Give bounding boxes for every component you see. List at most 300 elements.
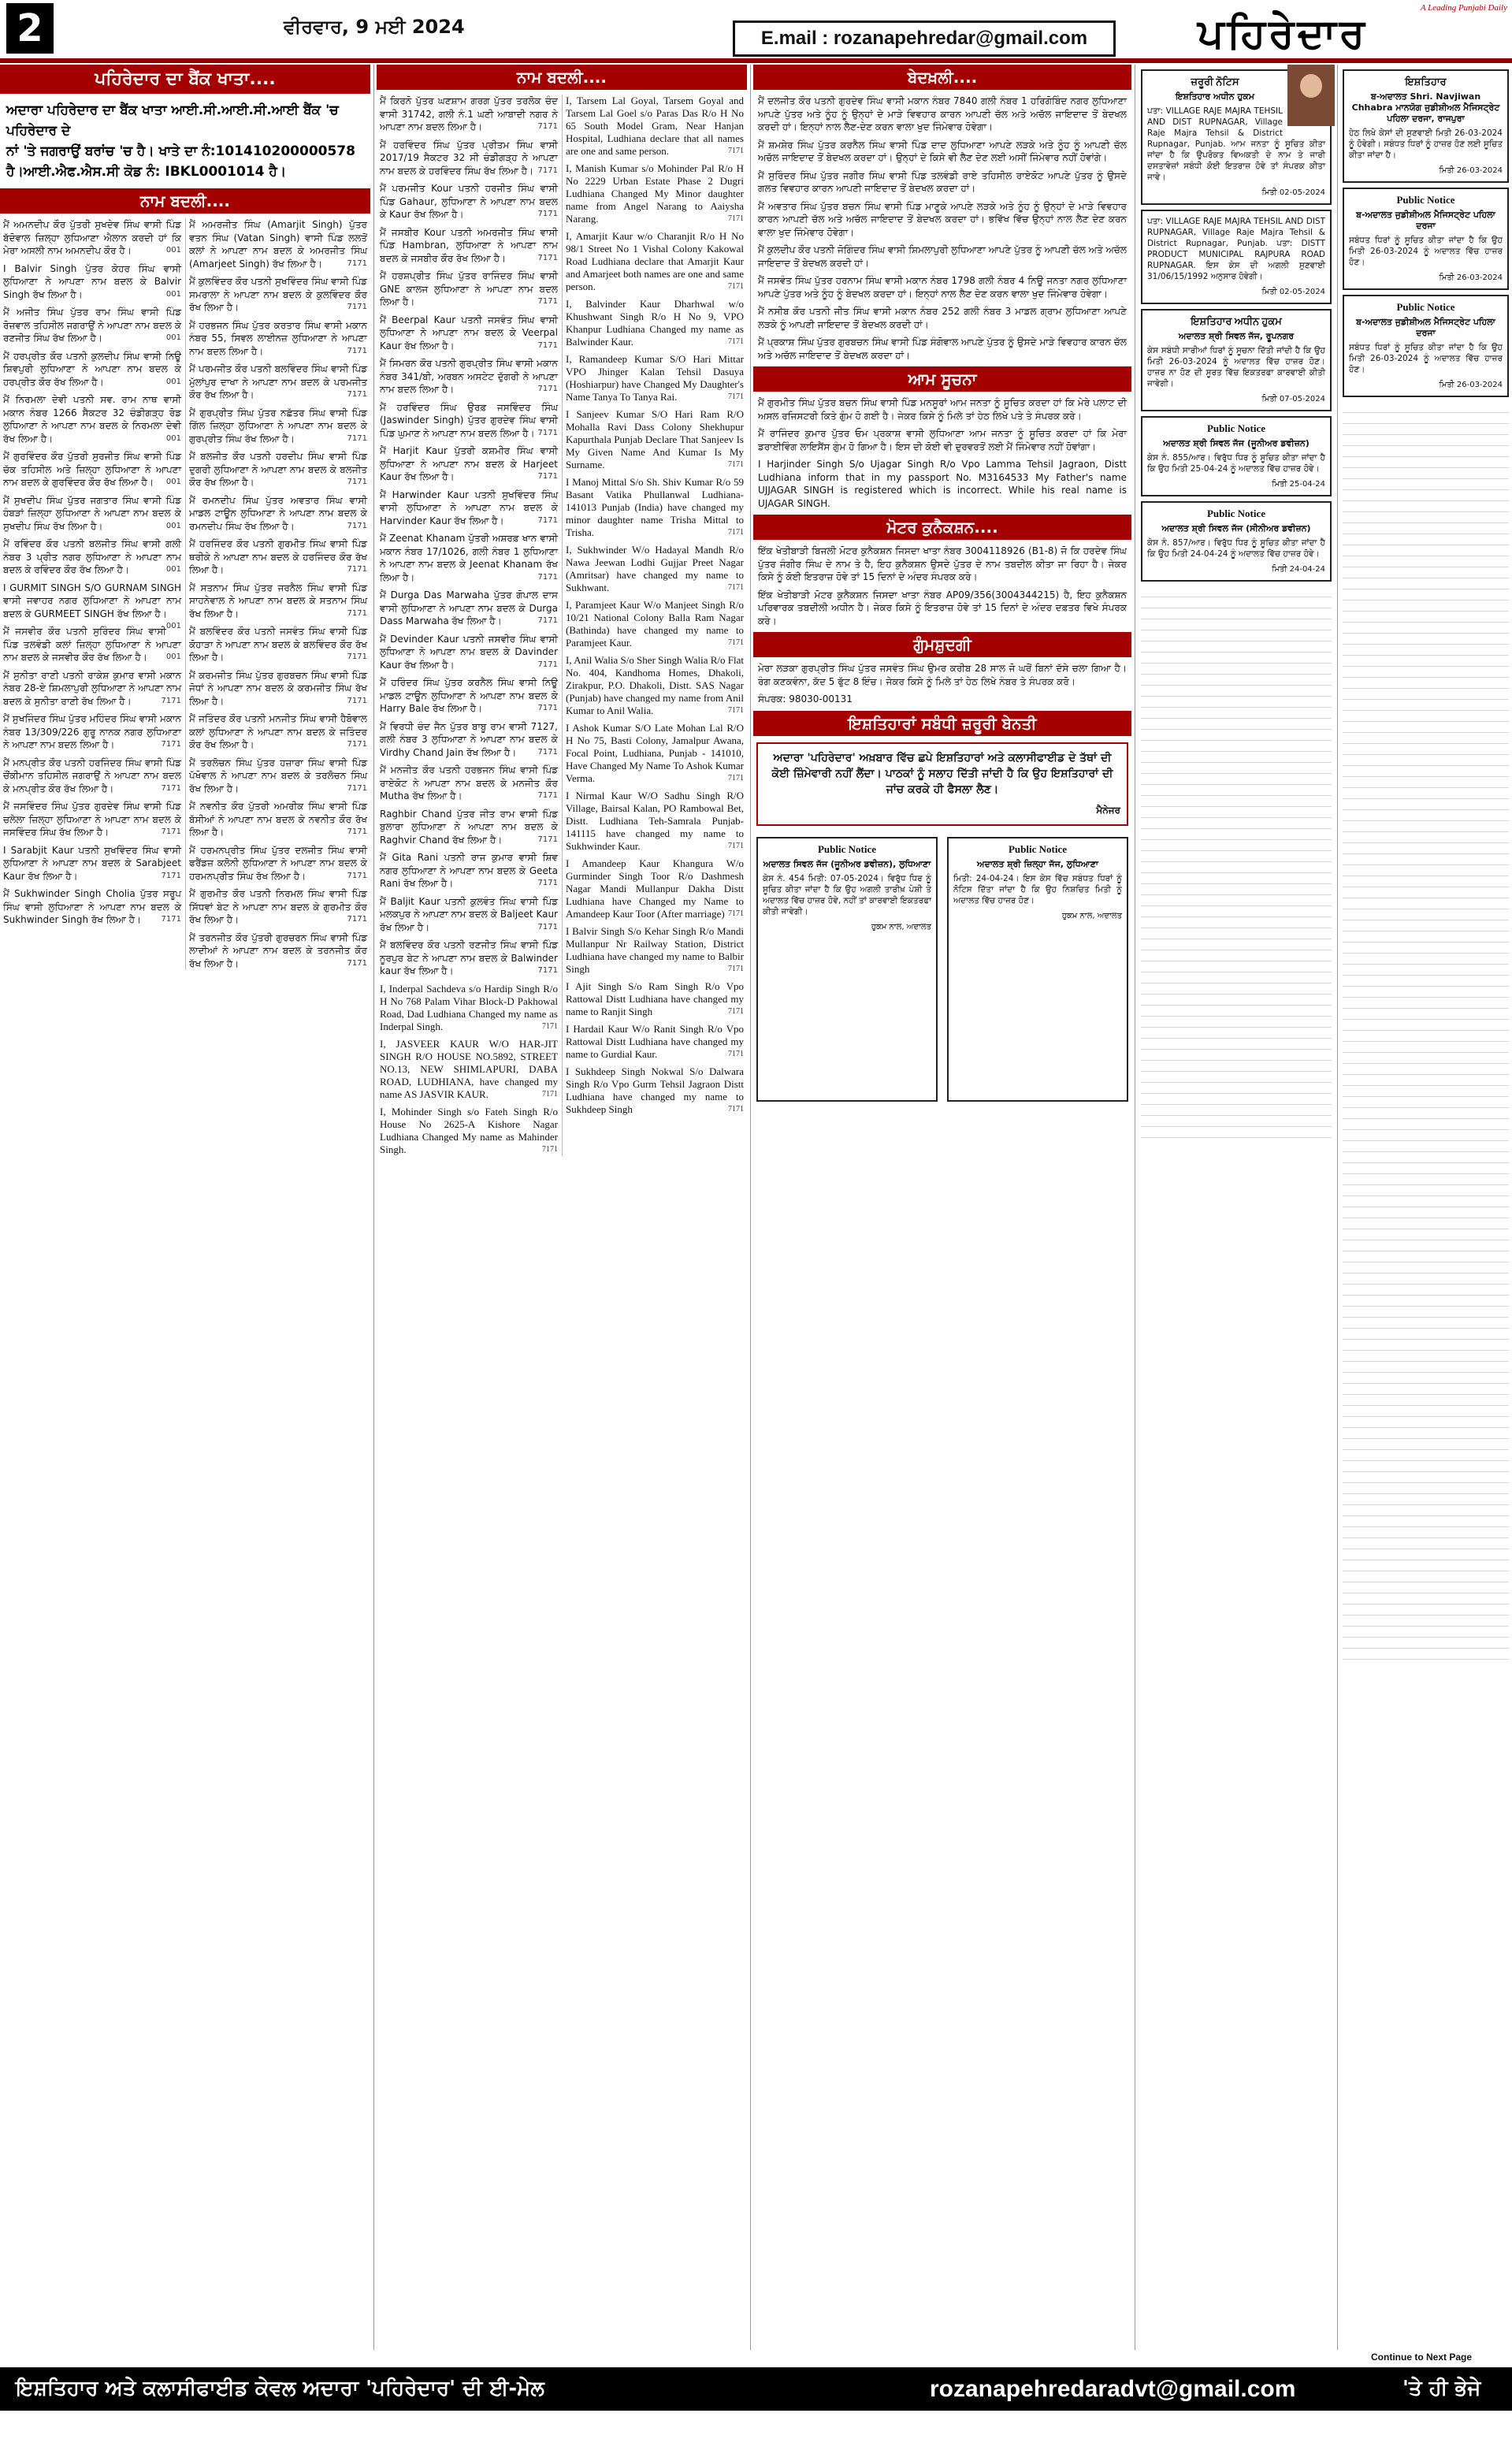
box-body: ਕੇਸ ਨੰ. 857/ਆਰ। ਵਿਰੁੱਧ ਧਿਰ ਨੂੰ ਸੂਚਿਤ ਕੀਤਾ ਜਾਂਦਾ ਹੈ ਕਿ ਉਹ ਮਿਤੀ 24-04-24 ਨੂੰ ਅਦਾਲਤ ਵਿੱਚ ਹਾਜ਼ਰ ਹੋਵੇ। xyxy=(1147,538,1325,559)
notice-text: I Hardail Kaur W/o Ranit Singh R/o Vpo Rattowal Distt Ludhiana have changed my name to Gurdial Kaur. xyxy=(566,1023,744,1060)
ad-notice-signer: ਮੈਨੇਜਰ xyxy=(1096,804,1120,816)
box-subtitle: ਅਦਾਲਤ ਸ਼੍ਰੀ ਸਿਵਲ ਜੱਜ (ਜੂਨੀਅਰ ਡਵੀਜ਼ਨ) xyxy=(1163,438,1310,448)
box-body: ਸਬੰਧਤ ਧਿਰਾਂ ਨੂੰ ਸੂਚਿਤ ਕੀਤਾ ਜਾਂਦਾ ਹੈ ਕਿ ਉਹ ਮਿਤੀ 26-03-2024 ਨੂੰ ਅਦਾਲਤ ਵਿੱਚ ਹਾਜ਼ਰ ਹੋਣ। xyxy=(1349,236,1503,267)
notice-code: 7171 xyxy=(537,385,558,393)
notice-item xyxy=(189,218,367,270)
bank-details xyxy=(0,99,370,188)
box-footer: ਮਿਤੀ 26-03-2024 xyxy=(1439,166,1503,175)
box-footer: ਮਿਤੀ 26-03-2024 xyxy=(1439,273,1503,282)
notice-code: 7171 xyxy=(161,740,181,749)
notice-code: 7171 xyxy=(161,827,181,836)
notice-code: 7171 xyxy=(542,1021,558,1031)
notice-code: 7171 xyxy=(537,122,558,131)
notice-item xyxy=(3,887,181,927)
notice-item xyxy=(566,654,744,717)
notice-item xyxy=(380,939,558,978)
notice-item xyxy=(566,408,744,471)
court-ad-list xyxy=(1339,69,1512,397)
box-subtitle: ਇਸ਼ਤਿਹਾਰ ਅਧੀਨ ਹੁਕਮ xyxy=(1176,91,1254,102)
notice-code: 7171 xyxy=(728,583,744,592)
notice-code: 7171 xyxy=(347,783,367,793)
notice-item xyxy=(380,139,558,178)
notice-paragraph: ਮੈਂ ਜਸਵੰਤ ਸਿੰਘ ਪੁੱਤਰ ਹਰਨਾਮ ਸਿੰਘ ਵਾਸੀ ਮਕਾਨ ਨੰਬਰ 1798 ਗਲੀ ਨੰਬਰ 4 ਨਿਊ ਜਨਤਾ ਨਗਰ ਲੁਧਿਆਣਾ ਆਪਣੇ ਪੁੱਤਰ ਅਤੇ ਨੂੰਹ ਨੂੰ ਬੇਦਖਲ ਕਰਦਾ ਹਾਂ। ਇਨ੍ਹਾਂ ਨਾਲ ਲੈਣ ਦੇਣ ਕਰਨ ਵਾਲਾ ਖੁਦ ਜਿੰਮੇਵਾਰ ਹੋਵੇਗਾ। xyxy=(758,275,1127,299)
notice-text: I Ashok Kumar S/O Late Mohan Lal R/O H No 75, Basti Colony, Jamalpur Awana, Focal Point, Ludhiana, Punjab - 141010, Have Changed My Name To Ashok Kumar Verma. xyxy=(566,722,744,784)
notice-text: ਮੈਂ Sukhwinder Singh Cholia ਪੁੱਤਰ ਸਰੂਪ ਸਿੰਘ ਵਾਸੀ ਲੁਧਿਆਣਾ ਨੇ ਆਪਣਾ ਨਾਮ ਬਦਲ ਕੇ Sukhwinder Singh ਰੱਖ ਲਿਆ ਹੈ। xyxy=(3,888,181,925)
notice-item xyxy=(566,298,744,348)
notice-code: 7171 xyxy=(347,608,367,618)
box-footer: ਹੁਕਮ ਨਾਲ, ਅਦਾਲਤ xyxy=(1061,911,1122,920)
court-notice-list xyxy=(1138,69,1335,582)
notice-text: ਮੈਂ ਅਮਨਦੀਪ ਕੌਰ ਪੁੱਤਰੀ ਸੁਖਦੇਵ ਸਿੰਘ ਵਾਸੀ ਪਿੰਡ ਬੱਦੋਵਾਲ ਜ਼ਿਲ੍ਹਾ ਲੁਧਿਆਣਾ ਐਲਾਨ ਕਰਦੀ ਹਾਂ ਕਿ ਮੇਰਾ ਅਸਲੀ ਨਾਮ ਅਮਨਦੀਪ ਕੌਰ ਹੈ। xyxy=(3,219,181,256)
box-body: ਹੇਠ ਲਿਖੇ ਕੇਸਾਂ ਦੀ ਸੁਣਵਾਈ ਮਿਤੀ 26-03-2024 ਨੂੰ ਹੋਵੇਗੀ। ਸਬੰਧਤ ਧਿਰਾਂ ਨੂੰ ਹਾਜ਼ਰ ਹੋਣ ਲਈ ਸੂਚਿਤ ਕੀਤਾ ਜਾਂਦਾ ਹੈ। xyxy=(1349,128,1503,160)
notice-code: 7171 xyxy=(537,791,558,800)
box-title: Public Notice xyxy=(1396,194,1455,206)
notice-item xyxy=(189,844,367,883)
footer-tail: 'ਤੇ ਹੀ ਭੇਜੇ ਜਾਣ। xyxy=(1402,2377,1481,2444)
notice-text: ਮੈਂ ਬਲਵਿੰਦਰ ਕੌਰ ਪਤਨੀ ਜਸਵੰਤ ਸਿੰਘ ਵਾਸੀ ਪਿੰਡ ਕੋਹਾੜਾ ਨੇ ਆਪਣਾ ਨਾਮ ਬਦਲ ਕੇ ਬਲਵਿੰਦਰ ਕੌਰ ਰੱਖ ਲਿਆ ਹੈ। xyxy=(189,626,367,663)
notice-text: ਮੈਂ Beerpal Kaur ਪਤਨੀ ਜਸਵੰਤ ਸਿੰਘ ਵਾਸੀ ਲੁਧਿਆਣਾ ਨੇ ਆਪਣਾ ਨਾਮ ਬਦਲ ਕੇ Veerpal Kaur ਰੱਖ ਲਿਆ ਹੈ। xyxy=(380,314,558,351)
notice-item xyxy=(3,669,181,708)
notice-paragraph: ਇੱਕ ਖੇਤੀਬਾੜੀ ਮੋਟਰ ਕੁਨੈਕਸ਼ਨ ਜਿਸਦਾ ਖਾਤਾ ਨੰਬਰ AP09/356(3004344215) ਹੈ, ਇਹ ਕੁਨੈਕਸ਼ਨ ਪਰਿਵਾਰਕ ਤਬਦੀਲੀ ਅਧੀਨ ਹੈ। ਜੇਕਰ ਕਿਸੇ ਨੂੰ ਇਤਰਾਜ਼ ਹੋਵੇ ਤਾਂ 15 ਦਿਨਾਂ ਦੇ ਅੰਦਰ ਦਫ਼ਤਰ ਵਿਖੇ ਸੰਪਰਕ ਕਰੇ। xyxy=(758,589,1127,627)
notice-code: 7171 xyxy=(728,214,744,223)
notice-code: 001 xyxy=(165,565,181,574)
bank-line: ਹੈ।ਆਈ.ਐਫ.ਐਸ.ਸੀ ਕੋਡ ਨੰ: IBKL0001014 ਹੈ। xyxy=(6,164,287,180)
notice-item xyxy=(3,712,181,752)
box-title: Public Notice xyxy=(1206,422,1265,434)
notice-item xyxy=(3,494,181,534)
notice-code: 001 xyxy=(165,478,181,486)
notice-code: 001 xyxy=(165,622,181,630)
box-footer: ਹੁਕਮ ਨਾਲ, ਅਦਾਲਤ xyxy=(871,922,931,931)
notice-item xyxy=(3,262,181,302)
name-change-title-2: ਨਾਮ ਬਦਲੀ.... xyxy=(377,65,747,90)
box-title: Public Notice xyxy=(1008,842,1067,855)
notice-item xyxy=(566,476,744,539)
notice-text: ਮੈਂ ਤਰਨਜੀਤ ਕੌਰ ਪੁੱਤਰੀ ਗੁਰਚਰਨ ਸਿੰਘ ਵਾਸੀ ਪਿੰਡ ਲਾਦੀਆਂ ਨੇ ਆਪਣਾ ਨਾਮ ਬਦਲ ਕੇ ਤਰਨਜੀਤ ਕੌਰ ਰੱਖ ਲਿਆ ਹੈ। xyxy=(189,931,367,969)
court-notice-box xyxy=(1141,501,1332,582)
box-body: ਸਬੰਧਤ ਧਿਰਾਂ ਨੂੰ ਸੂਚਿਤ ਕੀਤਾ ਜਾਂਦਾ ਹੈ ਕਿ ਉਹ ਮਿਤੀ 26-03-2024 ਨੂੰ ਅਦਾਲਤ ਵਿੱਚ ਹਾਜ਼ਰ ਹੋਣ। xyxy=(1349,343,1503,374)
notice-item xyxy=(3,757,181,796)
notice-item xyxy=(189,450,367,489)
notice-item xyxy=(189,800,367,839)
notice-text: I, Anil Walia S/o Sher Singh Walia R/o Flat No. 404, Kandhoma Homes, Dhakoli, Zirakpur, P.O. Dhakoli, Distt. SAS Nagar (Punjab) have changed my name from Anil Kumar to Anil Walia. xyxy=(566,654,745,716)
notice-item xyxy=(189,582,367,621)
court-notice-box xyxy=(1141,309,1332,411)
notice-text: ਮੈਂ ਜਸਵੀਰ ਕੌਰ ਪਤਨੀ ਸੁਰਿੰਦਰ ਸਿੰਘ ਵਾਸੀ ਪਿੰਡ ਤਲਵੰਡੀ ਕਲਾਂ ਜ਼ਿਲ੍ਹਾ ਲੁਧਿਆਣਾ ਨੇ ਆਪਣਾ ਨਾਮ ਬਦਲ ਕੇ ਜਸਵੀਰ ਕੌਰ ਰੱਖ ਲਿਆ ਹੈ। xyxy=(3,626,181,663)
box-body: ਪਤਾ: VILLAGE RAJE MAJRA TEHSIL AND DIST RUPNAGAR, Village Raje Majra Tehsil & District Rupnagar, Punjab. ਆਮ ਜਨਤਾ ਨੂੰ ਸੂਚਿਤ ਕੀਤਾ ਜਾਂਦਾ ਹੈ ਕਿ ਉਪਰੋਕਤ ਵਿਅਕਤੀ ਦੇ ਨਾਮ ਤੇ ਜਾਰੀ ਦਸਤਾਵੇਜ਼ਾਂ ਸਬੰਧੀ ਕੋਈ ਇਤਰਾਜ਼ ਹੋਵੇ ਤਾਂ ਸੰਪਰਕ ਕੀਤਾ ਜਾਵੇ। xyxy=(1147,106,1325,182)
notice-code: 001 xyxy=(165,289,181,299)
notice-code: 7171 xyxy=(161,871,181,880)
notice-paragraph: ਮੈਂ ਗੁਰਮੀਤ ਸਿੰਘ ਪੁੱਤਰ ਬਚਨ ਸਿੰਘ ਵਾਸੀ ਪਿੰਡ ਮਨਸੂਰਾਂ ਆਮ ਜਨਤਾ ਨੂੰ ਸੂਚਿਤ ਕਰਦਾ ਹਾਂ ਕਿ ਮੇਰੇ ਪਲਾਟ ਦੀ ਅਸਲ ਰਜਿਸਟਰੀ ਕਿਤੇ ਗੁੰਮ ਹੋ ਗਈ ਹੈ। ਜੇਕਰ ਕਿਸੇ ਨੂੰ ਮਿਲੇ ਤਾਂ ਹੇਠ ਲਿਖੇ ਪਤੇ ਤੇ ਸੰਪਰਕ ਕਰੇ। xyxy=(758,397,1127,422)
notice-text: ਮੈਂ ਸੁਖਜਿੰਦਰ ਸਿੰਘ ਪੁੱਤਰ ਮਹਿੰਦਰ ਸਿੰਘ ਵਾਸੀ ਮਕਾਨ ਨੰਬਰ 13/309/226 ਗੁਰੂ ਨਾਨਕ ਨਗਰ ਲੁਧਿਆਣਾ ਨੇ ਆਪਣਾ ਨਾਮ ਬਦਲ ਲਿਆ ਹੈ। xyxy=(3,713,181,750)
notice-code: 7171 xyxy=(347,521,367,530)
box-subtitle: ਅਦਾਲਤ ਸਿਵਲ ਜੱਜ (ਜੂਨੀਅਰ ਡਵੀਜ਼ਨ), ਲੁਧਿਆਣਾ xyxy=(763,858,931,869)
notice-item xyxy=(380,401,558,441)
name-change-list-2 xyxy=(377,95,747,1156)
notice-text: I Sanjeev Kumar S/O Hari Ram R/O Mohalla Ravi Dass Colony Shekhupur Kapurthala Punjab Declare That Sanjeev Is My Given Name And Kumar Is My Surname. xyxy=(566,408,744,470)
court-notice-box xyxy=(756,837,938,1102)
notice-text: ਮੈਂ ਅਜੀਤ ਸਿੰਘ ਪੁੱਤਰ ਰਾਮ ਸਿੰਘ ਵਾਸੀ ਪਿੰਡ ਰੋਜ਼ਵਾਲ ਤਹਿਸੀਲ ਜਗਰਾਉਂ ਨੇ ਆਪਣਾ ਨਾਮ ਬਦਲ ਕੇ ਰਣਜੀਤ ਸਿੰਘ ਰੱਖ ਲਿਆ ਹੈ। xyxy=(3,307,181,344)
box-footer: ਮਿਤੀ 24-04-24 xyxy=(1272,565,1325,574)
box-title: ਇਸ਼ਤਿਹਾਰ xyxy=(1405,76,1447,87)
notice-item xyxy=(566,230,744,293)
notice-item xyxy=(380,444,558,484)
notice-text-filler xyxy=(1343,402,1509,1663)
notice-item xyxy=(566,1065,744,1116)
notice-item xyxy=(189,494,367,534)
notice-item xyxy=(3,844,181,883)
footer-text: ਇਸ਼ਤਿਹਾਰ ਅਤੇ ਕਲਾਸੀਫਾਈਡ ਕੇਵਲ ਅਦਾਰਾ 'ਪਹਿਰੇਦਾਰ' ਦੀ ਈ-ਮੇਲ xyxy=(16,2377,544,2400)
notice-paragraph: ਮੈਂ ਰਾਜਿੰਦਰ ਕੁਮਾਰ ਪੁੱਤਰ ਓਮ ਪ੍ਰਕਾਸ਼ ਵਾਸੀ ਲੁਧਿਆਣਾ ਆਮ ਜਨਤਾ ਨੂੰ ਸੂਚਿਤ ਕਰਦਾ ਹਾਂ ਕਿ ਮੇਰਾ ਡਰਾਈਵਿੰਗ ਲਾਇਸੈਂਸ ਗੁੰਮ ਹੋ ਗਿਆ ਹੈ। ਇਸ ਦੀ ਕੋਈ ਵੀ ਦੁਰਵਰਤੋਂ ਲਈ ਮੈਂ ਜਿੰਮੇਵਾਰ ਨਹੀਂ ਹੋਵਾਂਗਾ। xyxy=(758,428,1127,452)
box-body: ਕੇਸ ਨੰ. 855/ਆਰ। ਵਿਰੁੱਧ ਧਿਰ ਨੂੰ ਸੂਚਿਤ ਕੀਤਾ ਜਾਂਦਾ ਹੈ ਕਿ ਉਹ ਮਿਤੀ 25-04-24 ਨੂੰ ਅਦਾਲਤ ਵਿੱਚ ਹਾਜ਼ਰ ਹੋਵੇ। xyxy=(1147,453,1325,474)
motor-title: ਮੋਟਰ ਕੁਨੈਕਸ਼ਨ.... xyxy=(753,515,1131,540)
notice-code: 001 xyxy=(165,521,181,530)
notice-item xyxy=(380,633,558,672)
header-rule xyxy=(0,58,1512,63)
notice-paragraph: ਮੈਂ ਨਸੀਬ ਕੌਰ ਪਤਨੀ ਜੀਤ ਸਿੰਘ ਵਾਸੀ ਮਕਾਨ ਨੰਬਰ 252 ਗਲੀ ਨੰਬਰ 3 ਮਾਡਲ ਗ੍ਰਾਮ ਲੁਧਿਆਣਾ ਆਪਣੇ ਲੜਕੇ ਨੂੰ ਆਪਣੀ ਜਾਇਦਾਦ ਤੋਂ ਬੇਦਖਲ ਕਰਦੀ ਹਾਂ। xyxy=(758,306,1127,330)
newspaper-logo: ਪਹਿਰੇਦਾਰ xyxy=(1198,9,1368,58)
notice-code: 7171 xyxy=(347,303,367,311)
notice-text: I, Balvinder Kaur Dharhwal w/o Khushwant Singh R/o H No 9, VPO Khanpur Ludhiana Changed my name as Balwinder Kaur. xyxy=(566,298,744,348)
notice-text: ਮੈਂ ਹਰਜਿੰਦਰ ਕੌਰ ਪਤਨੀ ਗੁਰਮੀਤ ਸਿੰਘ ਵਾਸੀ ਪਿੰਡ ਥਰੀਕੇ ਨੇ ਆਪਣਾ ਨਾਮ ਬਦਲ ਕੇ ਹਰਜਿੰਦਰ ਕੌਰ ਰੱਖ ਲਿਆ ਹੈ। xyxy=(189,538,367,575)
disownment-title: ਬੇਦਖ਼ਲੀ.... xyxy=(753,65,1131,90)
notice-text: I, Ramandeep Kumar S/O Hari Mittar VPO Jhinger Kalan Tehsil Dasuya (Hoshiarpur) have Changed My Daughter's Name Tanya To Tanya Rai. xyxy=(566,353,744,403)
person-photo xyxy=(1287,65,1335,126)
notice-text: I Ajit Singh S/o Ram Singh R/o Vpo Rattowal Distt Ludhiana have changed my name to Ranjit Singh xyxy=(566,980,744,1017)
disownment-list xyxy=(753,95,1131,362)
notice-text: ਮੈਂ ਹਰਮਨਪ੍ਰੀਤ ਸਿੰਘ ਪੁੱਤਰ ਦਲਜੀਤ ਸਿੰਘ ਵਾਸੀ ਫਰੈਂਡਜ਼ ਕਲੋਨੀ ਲੁਧਿਆਣਾ ਨੇ ਆਪਣਾ ਨਾਮ ਬਦਲ ਕੇ ਹਰਮਨਪ੍ਰੀਤ ਸਿੰਘ ਰੱਖ ਲਿਆ ਹੈ। xyxy=(189,844,367,882)
legal-notice-boxes xyxy=(753,832,1131,1106)
notice-item xyxy=(380,895,558,935)
notice-code: 7171 xyxy=(347,653,367,661)
notice-item xyxy=(3,450,181,489)
notice-code: 7171 xyxy=(537,966,558,975)
notice-item xyxy=(189,363,367,402)
notice-text: I Sarabjit Kaur ਪਤਨੀ ਸੁਖਵਿੰਦਰ ਸਿੰਘ ਵਾਸੀ ਲੁਧਿਆਣਾ ਨੇ ਆਪਣਾ ਨਾਮ ਬਦਲ ਕੇ Sarabjeet Kaur ਰੱਖ ਲਿਆ ਹੈ। xyxy=(3,844,181,882)
notice-text: ਮੈਂ ਹਰਸ਼ਪ੍ਰੀਤ ਸਿੰਘ ਪੁੱਤਰ ਰਾਜਿੰਦਰ ਸਿੰਘ ਵਾਸੀ GNE ਕਾਲਜ ਲੁਧਿਆਣਾ ਨੇ ਆਪਣਾ ਨਾਮ ਬਦਲ ਲਿਆ ਹੈ। xyxy=(380,270,558,307)
notice-text: ਮੈਂ ਜਤਿੰਦਰ ਕੌਰ ਪਤਨੀ ਮਨਜੀਤ ਸਿੰਘ ਵਾਸੀ ਹੈਬੋਵਾਲ ਕਲਾਂ ਲੁਧਿਆਣਾ ਨੇ ਆਪਣਾ ਨਾਮ ਬਦਲ ਕੇ ਜਤਿੰਦਰ ਕੌਰ ਰੱਖ ਲਿਆ ਹੈ। xyxy=(189,713,367,750)
notice-code: 7171 xyxy=(537,472,558,481)
page-number: 2 xyxy=(6,3,54,54)
notice-item xyxy=(380,589,558,628)
notice-code: 001 xyxy=(165,653,181,661)
notice-item xyxy=(189,537,367,577)
notice-item xyxy=(380,1038,558,1101)
notice-item xyxy=(380,983,558,1033)
box-footer: ਮਿਤੀ 25-04-24 xyxy=(1272,480,1325,489)
notice-code: 001 xyxy=(165,433,181,443)
notice-item xyxy=(566,544,744,594)
ad-notice-title: ਇਸ਼ਤਿਹਾਰਾਂ ਸਬੰਧੀ ਜ਼ਰੂਰੀ ਬੇਨਤੀ xyxy=(753,711,1131,736)
box-footer: ਮਿਤੀ 07-05-2024 xyxy=(1261,395,1325,403)
notice-text: ਮੈਂ ਗੁਰਮੀਤ ਕੌਰ ਪਤਨੀ ਨਿਰਮਲ ਸਿੰਘ ਵਾਸੀ ਪਿੰਡ ਸਿੱਧਵਾਂ ਬੇਟ ਨੇ ਆਪਣਾ ਨਾਮ ਬਦਲ ਕੇ ਗੁਰਮੀਤ ਕੌਰ ਰੱਖ ਲਿਆ ਹੈ। xyxy=(189,888,367,925)
notice-code: 7171 xyxy=(537,879,558,887)
notice-item xyxy=(380,764,558,803)
notice-text: ਮੈਂ ਸਤਨਾਮ ਸਿੰਘ ਪੁੱਤਰ ਜਰਨੈਲ ਸਿੰਘ ਵਾਸੀ ਪਿੰਡ ਸਾਹਨੇਵਾਲ ਨੇ ਆਪਣਾ ਨਾਮ ਬਦਲ ਕੇ ਸਤਨਾਮ ਸਿੰਘ ਰੱਖ ਲਿਆ ਹੈ। xyxy=(189,582,367,619)
notice-code: 7171 xyxy=(537,922,558,931)
notice-item xyxy=(380,270,558,309)
notice-text: I Balvir Singh ਪੁੱਤਰ ਕੇਹਰ ਸਿੰਘ ਵਾਸੀ ਲੁਧਿਆਣਾ ਨੇ ਆਪਣਾ ਨਾਮ ਬਦਲ ਕੇ Balvir Singh ਰੱਖ ਲਿਆ ਹੈ। xyxy=(3,262,181,300)
notice-item xyxy=(566,857,744,920)
notice-text: ਮੈਂ ਸੁਨੀਤਾ ਰਾਣੀ ਪਤਨੀ ਰਾਕੇਸ਼ ਕੁਮਾਰ ਵਾਸੀ ਮਕਾਨ ਨੰਬਰ 28-ਏ ਸ਼ਿਮਲਾਪੁਰੀ ਲੁਧਿਆਣਾ ਨੇ ਆਪਣਾ ਨਾਮ ਬਦਲ ਕੇ ਸੁਨੀਤਾ ਰਾਣੀ ਰੱਖ ਲਿਆ ਹੈ। xyxy=(3,669,181,707)
notice-text: ਮੈਂ ਤਰਲੋਚਨ ਸਿੰਘ ਪੁੱਤਰ ਹਜ਼ਾਰਾ ਸਿੰਘ ਵਾਸੀ ਪਿੰਡ ਪੱਖੋਵਾਲ ਨੇ ਆਪਣਾ ਨਾਮ ਬਦਲ ਕੇ ਤਰਲੋਚਨ ਸਿੰਘ ਰੱਖ ਲਿਆ ਹੈ। xyxy=(189,757,367,794)
box-footer: ਮਿਤੀ 02-05-2024 xyxy=(1261,288,1325,296)
court-notice-box xyxy=(1343,188,1509,290)
notice-code: 7171 xyxy=(537,704,558,712)
court-notice-box xyxy=(1141,416,1332,496)
notice-text: ਮੈਂ ਅਮਰਜੀਤ ਸਿੰਘ (Amarjit Singh) ਪੁੱਤਰ ਵਤਨ ਸਿੰਘ (Vatan Singh) ਵਾਸੀ ਪਿੰਡ ਲਲਤੋਂ ਕਲਾਂ ਨੇ ਆਪਣਾ ਨਾਮ ਬਦਲ ਕੇ ਅਮਰਜੀਤ ਸਿੰਘ (Amarjeet Singh) ਰੱਖ ਲਿਆ ਹੈ। xyxy=(189,219,367,270)
notice-code: 7171 xyxy=(537,340,558,350)
notice-code: 001 xyxy=(165,333,181,342)
notice-text: ਮੈਂ ਹਰਵਿੰਦਰ ਸਿੰਘ ਪੁੱਤਰ ਪ੍ਰੀਤਮ ਸਿੰਘ ਵਾਸੀ 2017/19 ਸੈਕਟਰ 32 ਸੀ ਚੰਡੀਗੜ੍ਹ ਨੇ ਆਪਣਾ ਨਾਮ ਬਦਲ ਕੇ ਹਰਵਿੰਦਰ ਸਿੰਘ ਰੱਖ ਲਿਆ ਹੈ। xyxy=(380,139,558,177)
notice-text: ਮੈਂ ਵਿਰਧੀ ਚੰਦ ਜੈਨ ਪੁੱਤਰ ਬਾਬੂ ਰਾਮ ਵਾਸੀ 7127, ਗਲੀ ਨੰਬਰ 3 ਲੁਧਿਆਣਾ ਨੇ ਆਪਣਾ ਨਾਮ ਬਦਲ ਕੇ Virdhy Chand Jain ਰੱਖ ਲਿਆ ਹੈ। xyxy=(380,720,558,758)
ad-notice-box xyxy=(756,742,1128,826)
notice-item xyxy=(566,925,744,976)
box-footer: ਮਿਤੀ 26-03-2024 xyxy=(1439,381,1503,389)
page-footer xyxy=(0,2367,1512,2444)
box-footer: ਮਿਤੀ 02-05-2024 xyxy=(1261,188,1325,197)
continue-note: Continue to Next Page xyxy=(1371,2352,1473,2363)
notice-text: ਮੈਂ ਜਸਬੀਰ Kour ਪਤਨੀ ਅਮਰਜੀਤ ਸਿੰਘ ਵਾਸੀ ਪਿੰਡ Hambran, ਲੁਧਿਆਣਾ ਨੇ ਆਪਣਾ ਨਾਮ ਬਦਲ ਕੇ ਜਸਬੀਰ ਕੌਰ ਰੱਖ ਲਿਆ ਹੈ। xyxy=(380,226,558,264)
box-title: Public Notice xyxy=(817,842,876,855)
column-notices xyxy=(753,65,1131,2350)
notice-code: 7171 xyxy=(728,1105,744,1114)
notice-paragraph: ਇੱਕ ਖੇਤੀਬਾੜੀ ਬਿਜਲੀ ਮੋਟਰ ਕੁਨੈਕਸ਼ਨ ਜਿਸਦਾ ਖਾਤਾ ਨੰਬਰ 3004118926 (B1-8) ਜੋ ਕਿ ਹਰਦੇਵ ਸਿੰਘ ਪੁੱਤਰ ਜੰਗੀਰ ਸਿੰਘ ਦੇ ਨਾਮ ਤੇ ਹੈ, ਇਹ ਕੁਨੈਕਸ਼ਨ ਉਸਦੇ ਪੁੱਤਰ ਦੇ ਨਾਮ ਤਬਦੀਲ ਕੀਤਾ ਜਾ ਰਿਹਾ ਹੈ। ਜੇਕਰ ਕਿਸੇ ਨੂੰ ਕੋਈ ਇਤਰਾਜ਼ ਹੋਵੇ ਤਾਂ 15 ਦਿਨਾਂ ਦੇ ਅੰਦਰ ਸੰਪਰਕ ਕਰੇ। xyxy=(758,545,1127,582)
notice-text: I, Sukhwinder W/o Hadayal Mandh R/o Nawa Jeewan Lodhi Gujjar Preet Nagar (Amritsar) have changed my name to Sukhwant. xyxy=(566,544,744,593)
notice-item xyxy=(3,800,181,839)
notice-item xyxy=(380,532,558,584)
masthead xyxy=(1166,0,1512,57)
notice-item xyxy=(189,887,367,927)
notice-paragraph: ਮੈਂ ਸ਼ਮਸ਼ੇਰ ਸਿੰਘ ਪੁੱਤਰ ਕਰਨੈਲ ਸਿੰਘ ਵਾਸੀ ਪਿੰਡ ਦਾਦ ਲੁਧਿਆਣਾ ਆਪਣੇ ਲੜਕੇ ਅਤੇ ਨੂੰਹ ਨੂੰ ਆਪਣੀ ਚੱਲ ਅਚੱਲ ਜਾਇਦਾਦ ਤੋਂ ਬੇਦਖਲ ਕਰਦਾ ਹਾਂ। ਉਨ੍ਹਾਂ ਦੇ ਕਿਸੇ ਵੀ ਲੈਣ ਦੇਣ ਲਈ ਅਸੀਂ ਜਿੰਮੇਵਾਰ ਨਹੀਂ ਹੋਵਾਂਗੇ। xyxy=(758,139,1127,163)
notice-text-filler xyxy=(1141,586,1332,1138)
notice-text: I, Manish Kumar s/o Mohinder Pal R/o H No 2229 Urban Estate Phase 2 Dugri Ludhiana Changed My Minor daughter name from Angel Narang to Aaiysha Narang. xyxy=(566,162,744,225)
notice-text: I Amandeep Kaur Khangura W/o Gurminder Singh Toor R/o Dashmesh Nagar Mandi Mullanpur Dakha Distt Ludhiana have Changed my Name to Amandeep Kaur Toor (After marriage) xyxy=(566,857,744,920)
box-subtitle: ਬ-ਅਦਾਲਤ Shri. Navjiwan Chhabra ਮਾਨਯੋਗ ਜੁਡੀਸ਼ੀਅਲ ਮੈਜਿਸਟ੍ਰੇਟ ਪਹਿਲਾ ਦਰਜਾ, ਰਾਜਪੁਰਾ xyxy=(1351,91,1500,124)
public-info-list xyxy=(753,396,1131,510)
notice-item xyxy=(566,722,744,785)
notice-text: I, Tarsem Lal Goyal, Tarsem Goyal and Tarsem Lal Goel s/o Paras Das R/o H No 65 South Model Gram, Near Hanjan Hospital, Ludhiana declare that all names are one and same person. xyxy=(566,95,744,157)
notice-item xyxy=(189,931,367,971)
notice-text: ਮੈਂ Gita Rani ਪਤਨੀ ਰਾਜ ਕੁਮਾਰ ਵਾਸੀ ਸ਼ਿਵ ਨਗਰ ਲੁਧਿਆਣਾ ਨੇ ਆਪਣਾ ਨਾਮ ਬਦਲ ਕੇ Geeta Rani ਰੱਖ ਲਿਆ ਹੈ। xyxy=(380,852,558,889)
footer-email[interactable]: rozanapehredaradvt@gmail.com xyxy=(930,2376,1296,2402)
bank-line: ਨਾਂ 'ਤੇ ਜਗਰਾਉਂ ਬਰਾਂਚ 'ਚ ਹੈ। ਖਾਤੇ ਦਾ ਨੰ:101410200000578 xyxy=(6,143,355,159)
box-title: ਇਸ਼ਤਿਹਾਰ ਅਧੀਨ ਹੁਕਮ xyxy=(1191,315,1282,327)
notice-text: ਮੈਂ Durga Das Marwaha ਪੁੱਤਰ ਗੋਪਾਲ ਦਾਸ ਵਾਸੀ ਲੁਧਿਆਣਾ ਨੇ ਆਪਣਾ ਨਾਮ ਬਦਲ ਕੇ Durga Dass Marwaha ਰੱਖ ਲਿਆ ਹੈ। xyxy=(380,589,558,627)
notice-code: 7171 xyxy=(161,915,181,924)
notice-text: I, Amarjit Kaur w/o Charanjit R/o H No 98/1 Street No 1 Vishal Colony Kakowal Road Ludhiana declare that Amarjit Kaur and Amarjeet both names are one and same person. xyxy=(566,230,744,292)
box-title: Public Notice xyxy=(1396,301,1455,313)
notice-text: ਮੈਂ ਬਲਵਿੰਦਰ ਕੌਰ ਪਤਨੀ ਰਣਜੀਤ ਸਿੰਘ ਵਾਸੀ ਪਿੰਡ ਨੂਰਪੁਰ ਬੇਟ ਨੇ ਆਪਣਾ ਨਾਮ ਬਦਲ ਕੇ Balwinder kaur ਰੱਖ ਲਿਆ ਹੈ। xyxy=(380,939,558,976)
notice-text: I Balvir Singh S/o Kehar Singh R/o Mandi Mullanpur Nr Railway Station, District Ludhiana have changed my name to Balbir Singh xyxy=(566,925,744,975)
notice-code: 7171 xyxy=(347,433,367,443)
notice-code: 7171 xyxy=(542,1144,558,1154)
notice-code: 7171 xyxy=(537,747,558,757)
notice-code: 7171 xyxy=(728,460,744,469)
notice-code: 7171 xyxy=(537,210,558,218)
notice-item xyxy=(3,350,181,389)
notice-paragraph: I Harjinder Singh S/o Ujagar Singh R/o Vpo Lamma Tehsil Jagraon, Distt Ludhiana inform that in my passport No. M3164533 My Father's name UJJAGAR SINGH is registered which is incorrect. While his real name is UJAGAR SINGH. xyxy=(758,459,1127,509)
notice-code: 7171 xyxy=(537,660,558,669)
notice-text: ਮੈਂ ਕਰਮਜੀਤ ਸਿੰਘ ਪੁੱਤਰ ਗੁਰਬਚਨ ਸਿੰਘ ਵਾਸੀ ਪਿੰਡ ਜੋਧਾਂ ਨੇ ਆਪਣਾ ਨਾਮ ਬਦਲ ਕੇ ਕਰਮਜੀਤ ਸਿੰਘ ਰੱਖ ਲਿਆ ਹੈ। xyxy=(189,669,367,707)
notice-code: 7171 xyxy=(728,1007,744,1016)
column-divider xyxy=(750,65,751,2350)
notice-text: ਮੈਂ ਗੁਰਪ੍ਰੀਤ ਸਿੰਘ ਪੁੱਤਰ ਨਛੱਤਰ ਸਿੰਘ ਵਾਸੀ ਪਿੰਡ ਗਿੱਲ ਜ਼ਿਲ੍ਹਾ ਲੁਧਿਆਣਾ ਨੇ ਆਪਣਾ ਨਾਮ ਬਦਲ ਕੇ ਗੁਰਪ੍ਰੀਤ ਸਿੰਘ ਰੱਖ ਲਿਆ ਹੈ। xyxy=(189,407,367,444)
notice-text: ਮੈਂ ਸਿਮਰਨ ਕੌਰ ਪਤਨੀ ਗੁਰਪ੍ਰੀਤ ਸਿੰਘ ਵਾਸੀ ਮਕਾਨ ਨੰਬਰ 341/ਬੀ, ਅਰਬਨ ਅਸਟੇਟ ਦੁੱਗਰੀ ਨੇ ਆਪਣਾ ਨਾਮ ਬਦਲ ਲਿਆ ਹੈ। xyxy=(380,358,558,395)
notice-code: 7171 xyxy=(537,835,558,844)
notice-item xyxy=(566,162,744,225)
box-body: ਕੇਸ ਨੰ. 454 ਮਿਤੀ: 07-05-2024। ਵਿਰੁੱਧ ਧਿਰ ਨੂੰ ਸੂਚਿਤ ਕੀਤਾ ਜਾਂਦਾ ਹੈ ਕਿ ਉਹ ਅਗਲੀ ਤਾਰੀਖ਼ ਪੇਸ਼ੀ ਤੇ ਅਦਾਲਤ ਵਿੱਚ ਹਾਜ਼ਰ ਹੋਵੇ, ਨਹੀਂ ਤਾਂ ਕਾਰਵਾਈ ਇਕਤਰਫਾ ਕੀਤੀ ਜਾਵੇਗੀ। xyxy=(763,873,931,917)
missing-title: ਗੁੰਮਸ਼ੁਦਗੀ xyxy=(753,632,1131,657)
notice-code: 7171 xyxy=(347,258,367,268)
notice-text: ਮੈਂ ਪਰਮਜੀਤ Kour ਪਤਨੀ ਹਰਜੀਤ ਸਿੰਘ ਵਾਸੀ ਪਿੰਡ Gahaur, ਲੁਧਿਆਣਾ ਨੇ ਆਪਣਾ ਨਾਮ ਬਦਲ ਕੇ Kaur ਰੱਖ ਲਿਆ ਹੈ। xyxy=(380,183,558,220)
notice-code: 7171 xyxy=(728,1050,744,1058)
court-notice-box xyxy=(1343,69,1509,183)
name-change-title-1: ਨਾਮ ਬਦਲੀ.... xyxy=(0,188,370,214)
column-court-ads xyxy=(1339,65,1512,2350)
notice-text: ਮੈਂ ਹਰਿੰਦਰ ਸਿੰਘ ਪੁੱਤਰ ਕਰਨੈਲ ਸਿੰਘ ਵਾਸੀ ਨਿਊ ਮਾਡਲ ਟਾਊਨ ਲੁਧਿਆਣਾ ਨੇ ਆਪਣਾ ਨਾਮ ਬਦਲ ਕੇ Harry Bale ਰੱਖ ਲਿਆ ਹੈ। xyxy=(380,677,558,714)
page-header xyxy=(0,0,1512,57)
notice-text: I Manoj Mittal S/o Sh. Shiv Kumar R/o 59 Basant Vatika Phullanwal Ludhiana-141013 Punjab (India) have changed my minor daughter name Trisha Mittal to Trisha. xyxy=(566,476,744,538)
notice-item xyxy=(566,599,744,649)
notice-code: 7171 xyxy=(728,392,744,401)
box-body: ਕੇਸ ਸਬੰਧੀ ਸਾਰੀਆਂ ਧਿਰਾਂ ਨੂੰ ਸੂਚਨਾ ਦਿੱਤੀ ਜਾਂਦੀ ਹੈ ਕਿ ਉਹ ਮਿਤੀ 26-03-2024 ਨੂੰ ਅਦਾਲਤ ਵਿੱਚ ਹਾਜ਼ਰ ਹੋਣ। ਹਾਜ਼ਰ ਨਾ ਹੋਣ ਦੀ ਸੂਰਤ ਵਿੱਚ ਇਕਤਰਫਾ ਕਾਰਵਾਈ ਕੀਤੀ ਜਾਵੇਗੀ। xyxy=(1147,346,1325,389)
notice-text: ਮੈਂ ਨਵਨੀਤ ਕੌਰ ਪੁੱਤਰੀ ਅਮਰੀਕ ਸਿੰਘ ਵਾਸੀ ਪਿੰਡ ਬੱਸੀਆਂ ਨੇ ਆਪਣਾ ਨਾਮ ਬਦਲ ਕੇ ਨਵਨੀਤ ਕੌਰ ਰੱਖ ਲਿਆ ਹੈ। xyxy=(189,801,367,838)
motor-list xyxy=(753,545,1131,627)
notice-item xyxy=(189,669,367,708)
notice-code: 7171 xyxy=(728,965,744,973)
notice-text: I, Paramjeet Kaur W/o Manjeet Singh R/o 10/21 National Colony Balla Ram Nagar (Bathinda) have changed my name to Paramjeet Kaur. xyxy=(566,599,744,649)
box-subtitle: ਬ-ਅਦਾਲਤ ਜੁਡੀਸ਼ੀਅਲ ਮੈਜਿਸਟ੍ਰੇਟ ਪਹਿਲਾ ਦਰਜਾ xyxy=(1356,210,1495,231)
notice-text: Raghbir Chand ਪੁੱਤਰ ਜੀਤ ਰਾਮ ਵਾਸੀ ਪਿੰਡ ਬੁਲਾਰਾ ਲੁਧਿਆਣਾ ਨੇ ਆਪਣਾ ਨਾਮ ਬਦਲ ਕੇ Raghvir Chand ਰੱਖ ਲਿਆ ਹੈ। xyxy=(380,808,558,846)
notice-text: I GURMIT SINGH S/O GURNAM SINGH ਵਾਸੀ ਜਵਾਹਰ ਨਗਰ ਲੁਧਿਆਣਾ ਨੇ ਆਪਣਾ ਨਾਮ ਬਦਲ ਕੇ GURMEET SINGH ਰੱਖ ਲਿਆ ਹੈ। xyxy=(3,582,181,619)
notice-item xyxy=(380,357,558,396)
notice-text: I Sukhdeep Singh Nokwal S/o Dalwara Singh R/o Vpo Gurm Tehsil Jagraon Distt Ludhiana have changed my name to Sukhdeep Singh xyxy=(566,1065,744,1115)
notice-code: 7171 xyxy=(347,871,367,880)
notice-paragraph: ਮੈਂ ਦਲਜੀਤ ਕੌਰ ਪਤਨੀ ਗੁਰਦੇਵ ਸਿੰਘ ਵਾਸੀ ਮਕਾਨ ਨੰਬਰ 7840 ਗਲੀ ਨੰਬਰ 1 ਹਰਿਗੋਬਿੰਦ ਨਗਰ ਲੁਧਿਆਣਾ ਆਪਣੇ ਪੁੱਤਰ ਅਤੇ ਨੂੰਹ ਨੂੰ ਉਨ੍ਹਾਂ ਦੇ ਮਾੜੇ ਵਿਵਹਾਰ ਕਾਰਨ ਆਪਣੀ ਚੱਲ ਅਤੇ ਅਚੱਲ ਜਾਇਦਾਦ ਤੋਂ ਬੇਦਖਲ ਕਰਦੀ ਹਾਂ। ਇਨ੍ਹਾਂ ਨਾਲ ਲੈਣ-ਦੇਣ ਕਰਨ ਵਾਲਾ ਖੁਦ ਜਿੰਮੇਵਾਰ ਹੋਵੇਗਾ। xyxy=(758,95,1127,132)
notice-code: 7171 xyxy=(728,528,744,537)
header-email[interactable]: E.mail : rozanapehredar@gmail.com xyxy=(733,20,1116,57)
notice-code: 7171 xyxy=(728,638,744,647)
notice-item xyxy=(380,314,558,353)
box-body: ਮਿਤੀ: 24-04-24। ਇਸ ਕੇਸ ਵਿੱਚ ਸਬੰਧਤ ਧਿਰਾਂ ਨੂੰ ਨੋਟਿਸ ਦਿੱਤਾ ਜਾਂਦਾ ਹੈ ਕਿ ਉਹ ਨਿਸ਼ਚਿਤ ਮਿਤੀ ਨੂੰ ਅਦਾਲਤ ਵਿੱਚ ਹਾਜ਼ਰ ਹੋਣ। xyxy=(953,873,1122,905)
notice-code: 7171 xyxy=(537,616,558,625)
box-title: ਜ਼ਰੂਰੀ ਨੋਟਿਸ xyxy=(1191,76,1239,87)
notice-text: ਮੈਂ ਨਿਰਮਲਾ ਦੇਵੀ ਪਤਨੀ ਸਵ. ਰਾਮ ਨਾਥ ਵਾਸੀ ਮਕਾਨ ਨੰਬਰ 1266 ਸੈਕਟਰ 32 ਚੰਡੀਗੜ੍ਹ ਰੋਡ ਲੁਧਿਆਣਾ ਨੇ ਆਪਣਾ ਨਾਮ ਬਦਲ ਕੇ ਨਿਰਮਲਾ ਦੇਵੀ ਰੱਖ ਲਿਆ ਹੈ। xyxy=(3,394,181,444)
box-title: Public Notice xyxy=(1206,508,1265,519)
notice-text: ਮੈਂ ਕੁਲਵਿੰਦਰ ਕੌਰ ਪਤਨੀ ਸੁਖਵਿੰਦਰ ਸਿੰਘ ਵਾਸੀ ਪਿੰਡ ਸਮਰਾਲਾ ਨੇ ਆਪਣਾ ਨਾਮ ਬਦਲ ਕੇ ਕੁਲਵਿੰਦਰ ਕੌਰ ਰੱਖ ਲਿਆ ਹੈ। xyxy=(189,276,367,313)
notice-code: 7171 xyxy=(347,958,367,968)
column-bank-and-name-change xyxy=(0,65,370,2350)
notice-item xyxy=(380,226,558,266)
notice-text: ਮੈਂ Baljit Kaur ਪਤਨੀ ਕੁਲਵੰਤ ਸਿੰਘ ਵਾਸੀ ਪਿੰਡ ਮਲਕਪੁਰ ਨੇ ਆਪਣਾ ਨਾਮ ਬਦਲ ਕੇ Baljeet Kaur ਰੱਖ ਲਿਆ ਹੈ। xyxy=(380,895,558,933)
column-divider xyxy=(1337,65,1338,2350)
notice-item xyxy=(3,306,181,345)
notice-code: 7171 xyxy=(537,297,558,306)
public-info-title: ਆਮ ਸੂਚਨਾ xyxy=(753,366,1131,392)
notice-text: ਮੈਂ ਜਸਵਿੰਦਰ ਸਿੰਘ ਪੁੱਤਰ ਗੁਰਦੇਵ ਸਿੰਘ ਵਾਸੀ ਪਿੰਡ ਚਲੇਲਾ ਜ਼ਿਲ੍ਹਾ ਲੁਧਿਆਣਾ ਨੇ ਆਪਣਾ ਨਾਮ ਬਦਲ ਕੇ ਜਸਵਿੰਦਰ ਸਿੰਘ ਰੱਖ ਲਿਆ ਹੈ। xyxy=(3,801,181,838)
court-notice-box xyxy=(1141,210,1332,304)
notice-code: 7171 xyxy=(347,696,367,705)
notice-code: 7171 xyxy=(161,783,181,793)
notice-text: I Nirmal Kaur W/O Sadhu Singh R/O Village, Bairsal Kalan, PO Rambowal Bet, Distt. Ludhiana Teh-Samrala Punjab-141115 have changed my name to Sukhwinder Kaur. xyxy=(566,790,744,852)
notice-text: ਮੈਂ ਗੁਰਵਿੰਦਰ ਕੌਰ ਪੁੱਤਰੀ ਸੁਰਜੀਤ ਸਿੰਘ ਵਾਸੀ ਪਿੰਡ ਚੱਕ ਤਹਿਸੀਲ ਅਤੇ ਜ਼ਿਲ੍ਹਾ ਲੁਧਿਆਣਾ ਨੇ ਆਪਣਾ ਨਾਮ ਬਦਲ ਕੇ ਗੁਰਵਿੰਦਰ ਕੌਰ ਰੱਖ ਲਿਆ ਹੈ। xyxy=(3,451,181,488)
notice-code: 7171 xyxy=(537,253,558,262)
notice-text: ਮੈਂ ਸੁਖਦੀਪ ਸਿੰਘ ਪੁੱਤਰ ਜਗਤਾਰ ਸਿੰਘ ਵਾਸੀ ਪਿੰਡ ਹੰਬੜਾਂ ਜ਼ਿਲ੍ਹਾ ਲੁਧਿਆਣਾ ਨੇ ਆਪਣਾ ਨਾਮ ਬਦਲ ਕੇ ਸੁਖਦੀਪ ਸਿੰਘ ਰੱਖ ਲਿਆ ਹੈ। xyxy=(3,494,181,532)
notice-text: I, Mohinder Singh s/o Fateh Singh R/o House No 2625-A Kishore Nagar Ludhiana Changed My name as Mahinder Singh. xyxy=(380,1105,558,1155)
notice-item xyxy=(380,182,558,221)
notice-item xyxy=(189,625,367,664)
notice-text: ਮੈਂ ਮਨਪ੍ਰੀਤ ਕੌਰ ਪਤਨੀ ਹਰਜਿੰਦਰ ਸਿੰਘ ਵਾਸੀ ਪਿੰਡ ਚੌਂਕੀਮਾਨ ਤਹਿਸੀਲ ਜਗਰਾਉਂ ਨੇ ਆਪਣਾ ਨਾਮ ਬਦਲ ਕੇ ਮਨਪ੍ਰੀਤ ਕੌਰ ਰੱਖ ਲਿਆ ਹੈ। xyxy=(3,757,181,794)
notice-item xyxy=(189,275,367,314)
notice-code: 001 xyxy=(165,377,181,386)
column-name-change-2 xyxy=(377,65,747,2350)
notice-code: 7171 xyxy=(728,147,744,155)
notice-code: 7171 xyxy=(537,572,558,582)
notice-item xyxy=(189,712,367,752)
column-court-notices xyxy=(1138,65,1335,2350)
court-notice-box xyxy=(947,837,1128,1102)
box-subtitle: ਅਦਾਲਤ ਸ਼੍ਰੀ ਸਿਵਲ ਜੱਜ, ਰੂਪਨਗਰ xyxy=(1178,331,1295,341)
notice-item xyxy=(3,582,181,630)
notice-text: ਮੈਂ ਮਨਜੀਤ ਕੌਰ ਪਤਨੀ ਹਰਭਜਨ ਸਿੰਘ ਵਾਸੀ ਪਿੰਡ ਰਾਏਕੋਟ ਨੇ ਆਪਣਾ ਨਾਮ ਬਦਲ ਕੇ ਮਨਜੀਤ ਕੌਰ Mutha ਰੱਖ ਲਿਆ ਹੈ। xyxy=(380,764,558,801)
notice-text: ਮੈਂ ਰਮਨਦੀਪ ਸਿੰਘ ਪੁੱਤਰ ਅਵਤਾਰ ਸਿੰਘ ਵਾਸੀ ਮਾਡਲ ਟਾਊਨ ਲੁਧਿਆਣਾ ਨੇ ਆਪਣਾ ਨਾਮ ਬਦਲ ਕੇ ਰਮਨਦੀਪ ਸਿੰਘ ਰੱਖ ਲਿਆ ਹੈ। xyxy=(189,494,367,532)
notice-item xyxy=(566,790,744,853)
notice-text: ਮੈਂ ਕਿਰਨੋ ਪੁੱਤਰ ਘਣਸ਼ਾਮ ਗਰਗ ਪੁੱਤਰ ਤਰਲੋਕ ਚੰਦ ਵਾਸੀ 31742, ਗਲੀ ਨੰ.1 ਘਣੀ ਆਬਾਦੀ ਨਗਰ ਨੇ ਆਪਣਾ ਨਾਮ ਬਦਲ ਲਿਆ ਹੈ। xyxy=(380,95,558,132)
notice-item xyxy=(380,1106,558,1156)
bank-title: ਪਹਿਰੇਦਾਰ ਦਾ ਬੈਂਕ ਖਾਤਾ.... xyxy=(0,65,370,94)
notice-text: ਮੈਂ ਪਰਮਜੀਤ ਕੌਰ ਪਤਨੀ ਬਲਵਿੰਦਰ ਸਿੰਘ ਵਾਸੀ ਪਿੰਡ ਮੁੱਲਾਂਪੁਰ ਦਾਖਾ ਨੇ ਆਪਣਾ ਨਾਮ ਬਦਲ ਕੇ ਪਰਮਜੀਤ ਕੌਰ ਰੱਖ ਲਿਆ ਹੈ। xyxy=(189,363,367,400)
notice-item xyxy=(380,720,558,760)
notice-code: 7171 xyxy=(728,909,744,918)
notice-code: 7171 xyxy=(542,1089,558,1099)
notice-code: 7171 xyxy=(728,842,744,850)
notice-code: 7171 xyxy=(347,740,367,749)
ad-notice-body: ਅਦਾਰਾ 'ਪਹਿਰੇਦਾਰ' ਅਖ਼ਬਾਰ ਵਿੱਚ ਛਪੇ ਇਸ਼ਤਿਹਾਰਾਂ ਅਤੇ ਕਲਾਸੀਫਾਈਡ ਦੇ ਤੱਥਾਂ ਦੀ ਕੋਈ ਜ਼ਿੰਮੇਵਾਰੀ ਨਹੀਂ ਲੈਂਦਾ। ਪਾਠਕਾਂ ਨੂੰ ਸਲਾਹ ਦਿੱਤੀ ਜਾਂਦੀ ਹੈ ਕਿ ਉਹ ਇਸ਼ਤਿਹਾਰਾਂ ਦੀ ਜਾਂਚ ਕਰਕੇ ਹੀ ਫੈਸਲਾ ਲੈਣ। xyxy=(771,751,1113,796)
notice-code: 7171 xyxy=(728,706,744,715)
notice-item xyxy=(3,537,181,577)
notice-item xyxy=(566,980,744,1018)
notice-paragraph: ਮੈਂ ਪ੍ਰਕਾਸ਼ ਸਿੰਘ ਪੁੱਤਰ ਗੁਰਬਚਨ ਸਿੰਘ ਵਾਸੀ ਪਿੰਡ ਸੰਗੋਵਾਲ ਆਪਣੇ ਪੁੱਤਰ ਨੂੰ ਉਸਦੇ ਮਾੜੇ ਵਿਵਹਾਰ ਕਾਰਨ ਚੱਲ ਅਤੇ ਅਚੱਲ ਜਾਇਦਾਦ ਤੋਂ ਬੇਦਖਲ ਕਰਦਾ ਹਾਂ। xyxy=(758,336,1127,361)
issue-date: ਵੀਰਵਾਰ, 9 ਮਈ 2024 xyxy=(284,16,465,38)
notice-code: 7171 xyxy=(347,478,367,486)
name-change-list-1 xyxy=(0,218,370,970)
notice-code: 7171 xyxy=(728,282,744,291)
box-subtitle: ਅਦਾਲਤ ਸ਼੍ਰੀ ਸਿਵਲ ਜੱਜ (ਸੀਨੀਅਰ ਡਵੀਜ਼ਨ) xyxy=(1161,523,1311,534)
notice-item xyxy=(380,676,558,716)
notice-item xyxy=(189,407,367,446)
notice-text: ਮੈਂ Zeenat Khanam ਪੁੱਤਰੀ ਅਸ਼ਰਫ਼ ਖਾਨ ਵਾਸੀ ਮਕਾਨ ਨੰਬਰ 17/1026, ਗਲੀ ਨੰਬਰ 1 ਲੁਧਿਆਣਾ ਨੇ ਆਪਣਾ ਨਾਮ ਬਦਲ ਕੇ Jeenat Khanam ਰੱਖ ਲਿਆ ਹੈ। xyxy=(380,533,558,583)
notice-code: 7171 xyxy=(347,827,367,836)
notice-code: 001 xyxy=(165,246,181,255)
notice-code: 7171 xyxy=(161,696,181,705)
notice-paragraph: ਮੈਂ ਕੁਲਦੀਪ ਕੌਰ ਪਤਨੀ ਜੋਗਿੰਦਰ ਸਿੰਘ ਵਾਸੀ ਸ਼ਿਮਲਾਪੁਰੀ ਲੁਧਿਆਣਾ ਆਪਣੇ ਪੁੱਤਰ ਨੂੰ ਆਪਣੀ ਚੱਲ ਅਤੇ ਅਚੱਲ ਜਾਇਦਾਦ ਤੋਂ ਬੇਦਖਲ ਕਰਦੀ ਹਾਂ। xyxy=(758,244,1127,269)
notice-text: ਮੈਂ ਹਰਵਿੰਦਰ ਸਿੰਘ ਉਰਫ਼ ਜਸਵਿੰਦਰ ਸਿੰਘ (Jaswinder Singh) ਪੁੱਤਰ ਗੁਰਦੇਵ ਸਿੰਘ ਵਾਸੀ ਪਿੰਡ ਘੁਮਾਣ ਨੇ ਆਪਣਾ ਨਾਮ ਬਦਲ ਲਿਆ ਹੈ। xyxy=(380,401,558,439)
notice-item xyxy=(380,808,558,847)
column-divider xyxy=(373,65,374,2350)
notice-text: ਮੈਂ Devinder Kaur ਪਤਨੀ ਜਸਵੀਰ ਸਿੰਘ ਵਾਸੀ ਲੁਧਿਆਣਾ ਨੇ ਆਪਣਾ ਨਾਮ ਬਦਲ ਕੇ Davinder Kaur ਰੱਖ ਲਿਆ ਹੈ। xyxy=(380,633,558,671)
notice-text: ਮੈਂ ਹਰਭਜਨ ਸਿੰਘ ਪੁੱਤਰ ਕਰਤਾਰ ਸਿੰਘ ਵਾਸੀ ਮਕਾਨ ਨੰਬਰ 55, ਸਿਵਲ ਲਾਈਨਜ਼ ਲੁਧਿਆਣਾ ਨੇ ਆਪਣਾ ਨਾਮ ਬਦਲ ਲਿਆ ਹੈ। xyxy=(189,319,367,357)
notice-item xyxy=(380,95,558,134)
notice-text: ਮੈਂ ਹਰਪ੍ਰੀਤ ਕੌਰ ਪਤਨੀ ਕੁਲਦੀਪ ਸਿੰਘ ਵਾਸੀ ਨਿਊ ਸ਼ਿਵਪੁਰੀ ਲੁਧਿਆਣਾ ਨੇ ਆਪਣਾ ਨਾਮ ਬਦਲ ਕੇ ਹਰਪ੍ਰੀਤ ਕੌਰ ਰੱਖ ਲਿਆ ਹੈ। xyxy=(3,350,181,388)
notice-item xyxy=(3,393,181,445)
notice-code: 7171 xyxy=(347,915,367,924)
notice-text: ਮੈਂ ਬਲਜੀਤ ਕੌਰ ਪਤਨੀ ਹਰਦੀਪ ਸਿੰਘ ਵਾਸੀ ਪਿੰਡ ਦੁਗਰੀ ਲੁਧਿਆਣਾ ਨੇ ਆਪਣਾ ਨਾਮ ਬਦਲ ਕੇ ਬਲਜੀਤ ਕੌਰ ਰੱਖ ਲਿਆ ਹੈ। xyxy=(189,451,367,488)
notice-item xyxy=(189,757,367,796)
notice-text: I, JASVEER KAUR W/O HAR-JIT SINGH R/O HOUSE NO.5892, STREET NO.13, NEW SHIMLAPURI, DABA ROAD, LUDHIANA, have changed my name AS JASVIR KAUR. xyxy=(380,1037,558,1100)
notice-item xyxy=(3,218,181,258)
notice-item xyxy=(380,489,558,528)
